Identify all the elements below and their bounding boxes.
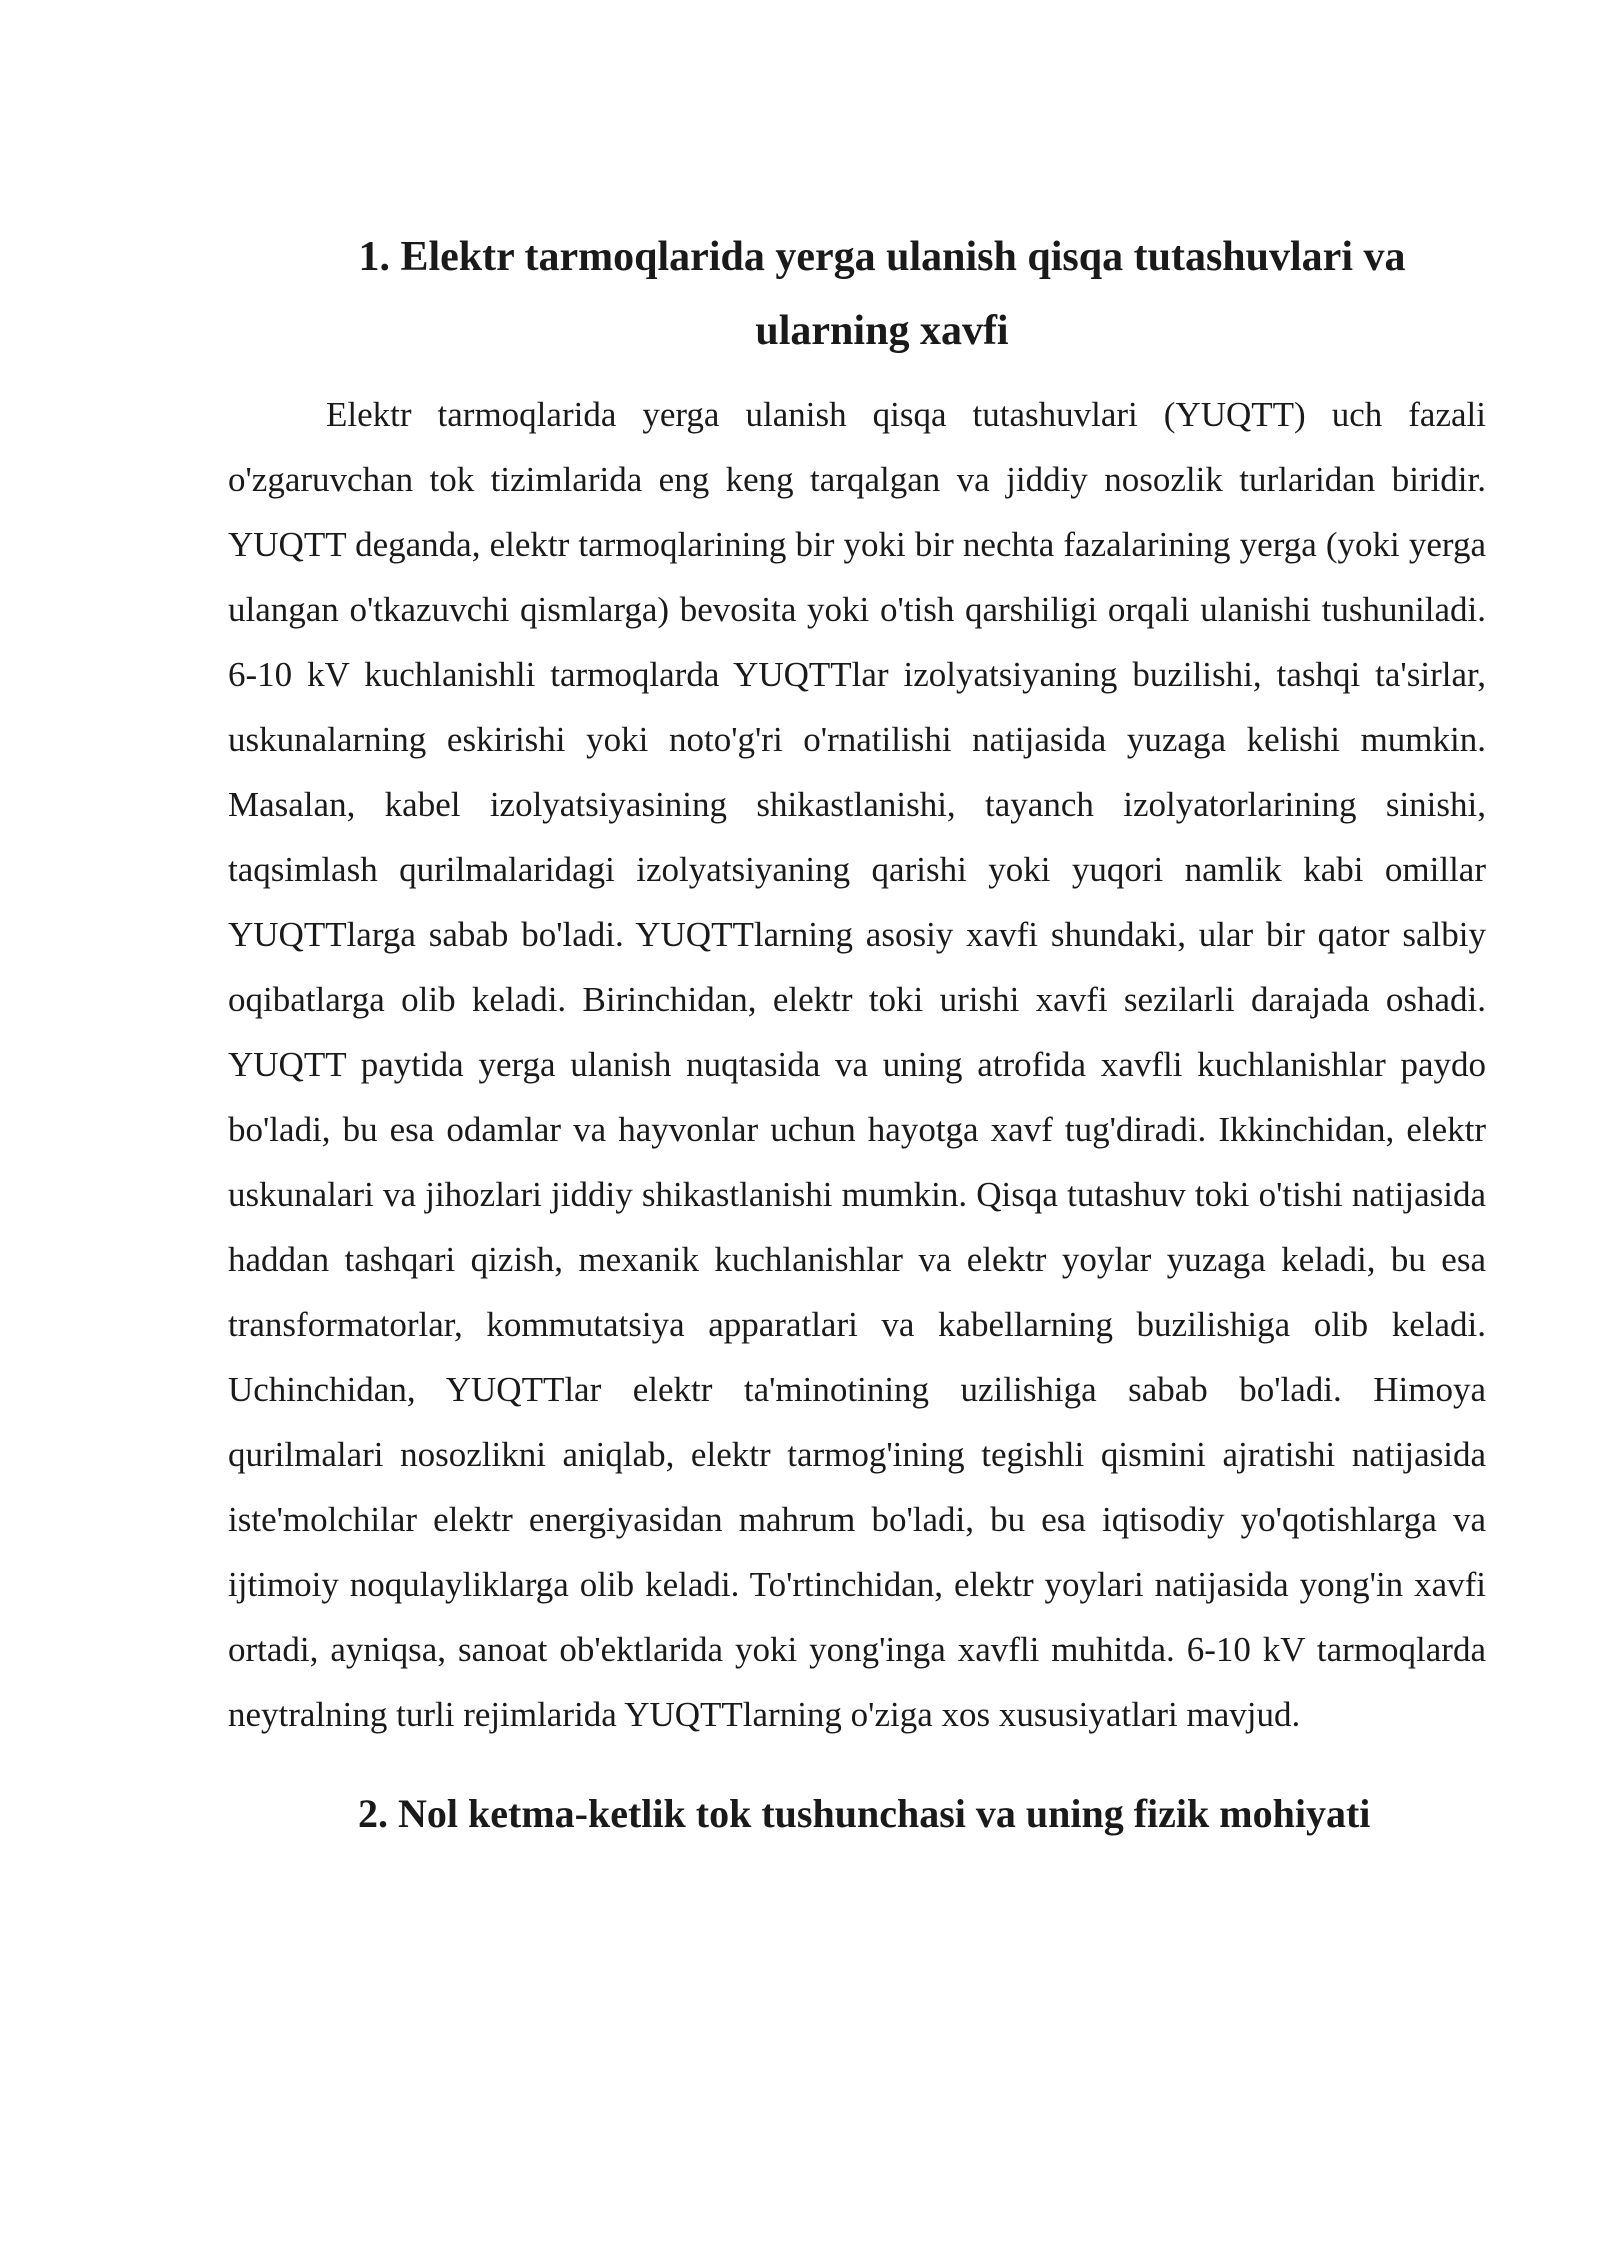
section-1-heading: 1. Elektr tarmoqlarida yerga ulanish qisqa tutashuvlari va ularning xavfi: [358, 234, 1406, 354]
section-2-heading: 2. Nol ketma-ketlik tok tushunchasi va uning fizik mohiyati: [358, 1791, 1371, 1836]
section-1-paragraph: Elektr tarmoqlarida yerga ulanish qisqa tutashuvlari (YUQTT) uch fazali o'zgaruvchan tok tizimlarida eng keng tarqalgan va jiddiy nosozlik turlaridan biridir. YUQTT deganda, elektr tarmoqlarining bir yoki bir nechta fazalarining yerga (yoki yerga ulangan o'tkazuvchi qismlarga) bevosita yoki o'tish qarshiligi orqali ulanishi tushuniladi. 6-10 kV kuchlanishli tarmoqlarda YUQTTlar izolyatsiyaning buzilishi, tashqi ta'sirlar, uskunalarning eskirishi yoki noto'g'ri o'rnatilishi natijasida yuzaga kelishi mumkin. Masalan, kabel izolyatsiyasining shikastlanishi, tayanch izolyatorlarining sinishi, taqsimlash qurilmalaridagi izolyatsiyaning qarishi yoki yuqori namlik kabi omillar YUQTTlarga sabab bo'ladi. YUQTTlarning asosiy xavfi shundaki, ular bir qator salbiy oqibatlarga olib keladi. Birinchidan, elektr toki urishi xavfi sezilarli darajada oshadi. YUQTT paytida yerga ulanish nuqtasida va uning atrofida xavfli kuchlanishlar paydo bo'ladi, bu esa odamlar va hayvonlar uchun hayotga xavf tug'diradi. Ikkinchidan, elektr uskunalari va jihozlari jiddiy shikastlanishi mumkin. Qisqa tutashuv toki o'tishi natijasida haddan tashqari qizish, mexanik kuchlanishlar va elektr yoylar yuzaga keladi, bu esa transformatorlar, kommutatsiya apparatlari va kabellarning buzilishiga olib keladi. Uchinchidan, YUQTTlar elektr ta'minotining uzilishiga sabab bo'ladi. Himoya qurilmalari nosozlikni aniqlab, elektr tarmog'ining tegishli qismini ajratishi natijasida iste'molchilar elektr energiyasidan mahrum bo'ladi, bu esa iqtisodiy yo'qotishlarga va ijtimoiy noqulayliklarga olib keladi. To'rtinchidan, elektr yoylari natijasida yong'in xavfi ortadi, ayniqsa, sanoat ob'ektlarida yoki yong'inga xavfli muhitda. 6-10 kV tarmoqlarda neytralning turli rejimlarida YUQTTlarning o'ziga xos xususiyatlari mavjud.: [228, 395, 1486, 1734]
document-content: [228, 220, 1486, 1849]
